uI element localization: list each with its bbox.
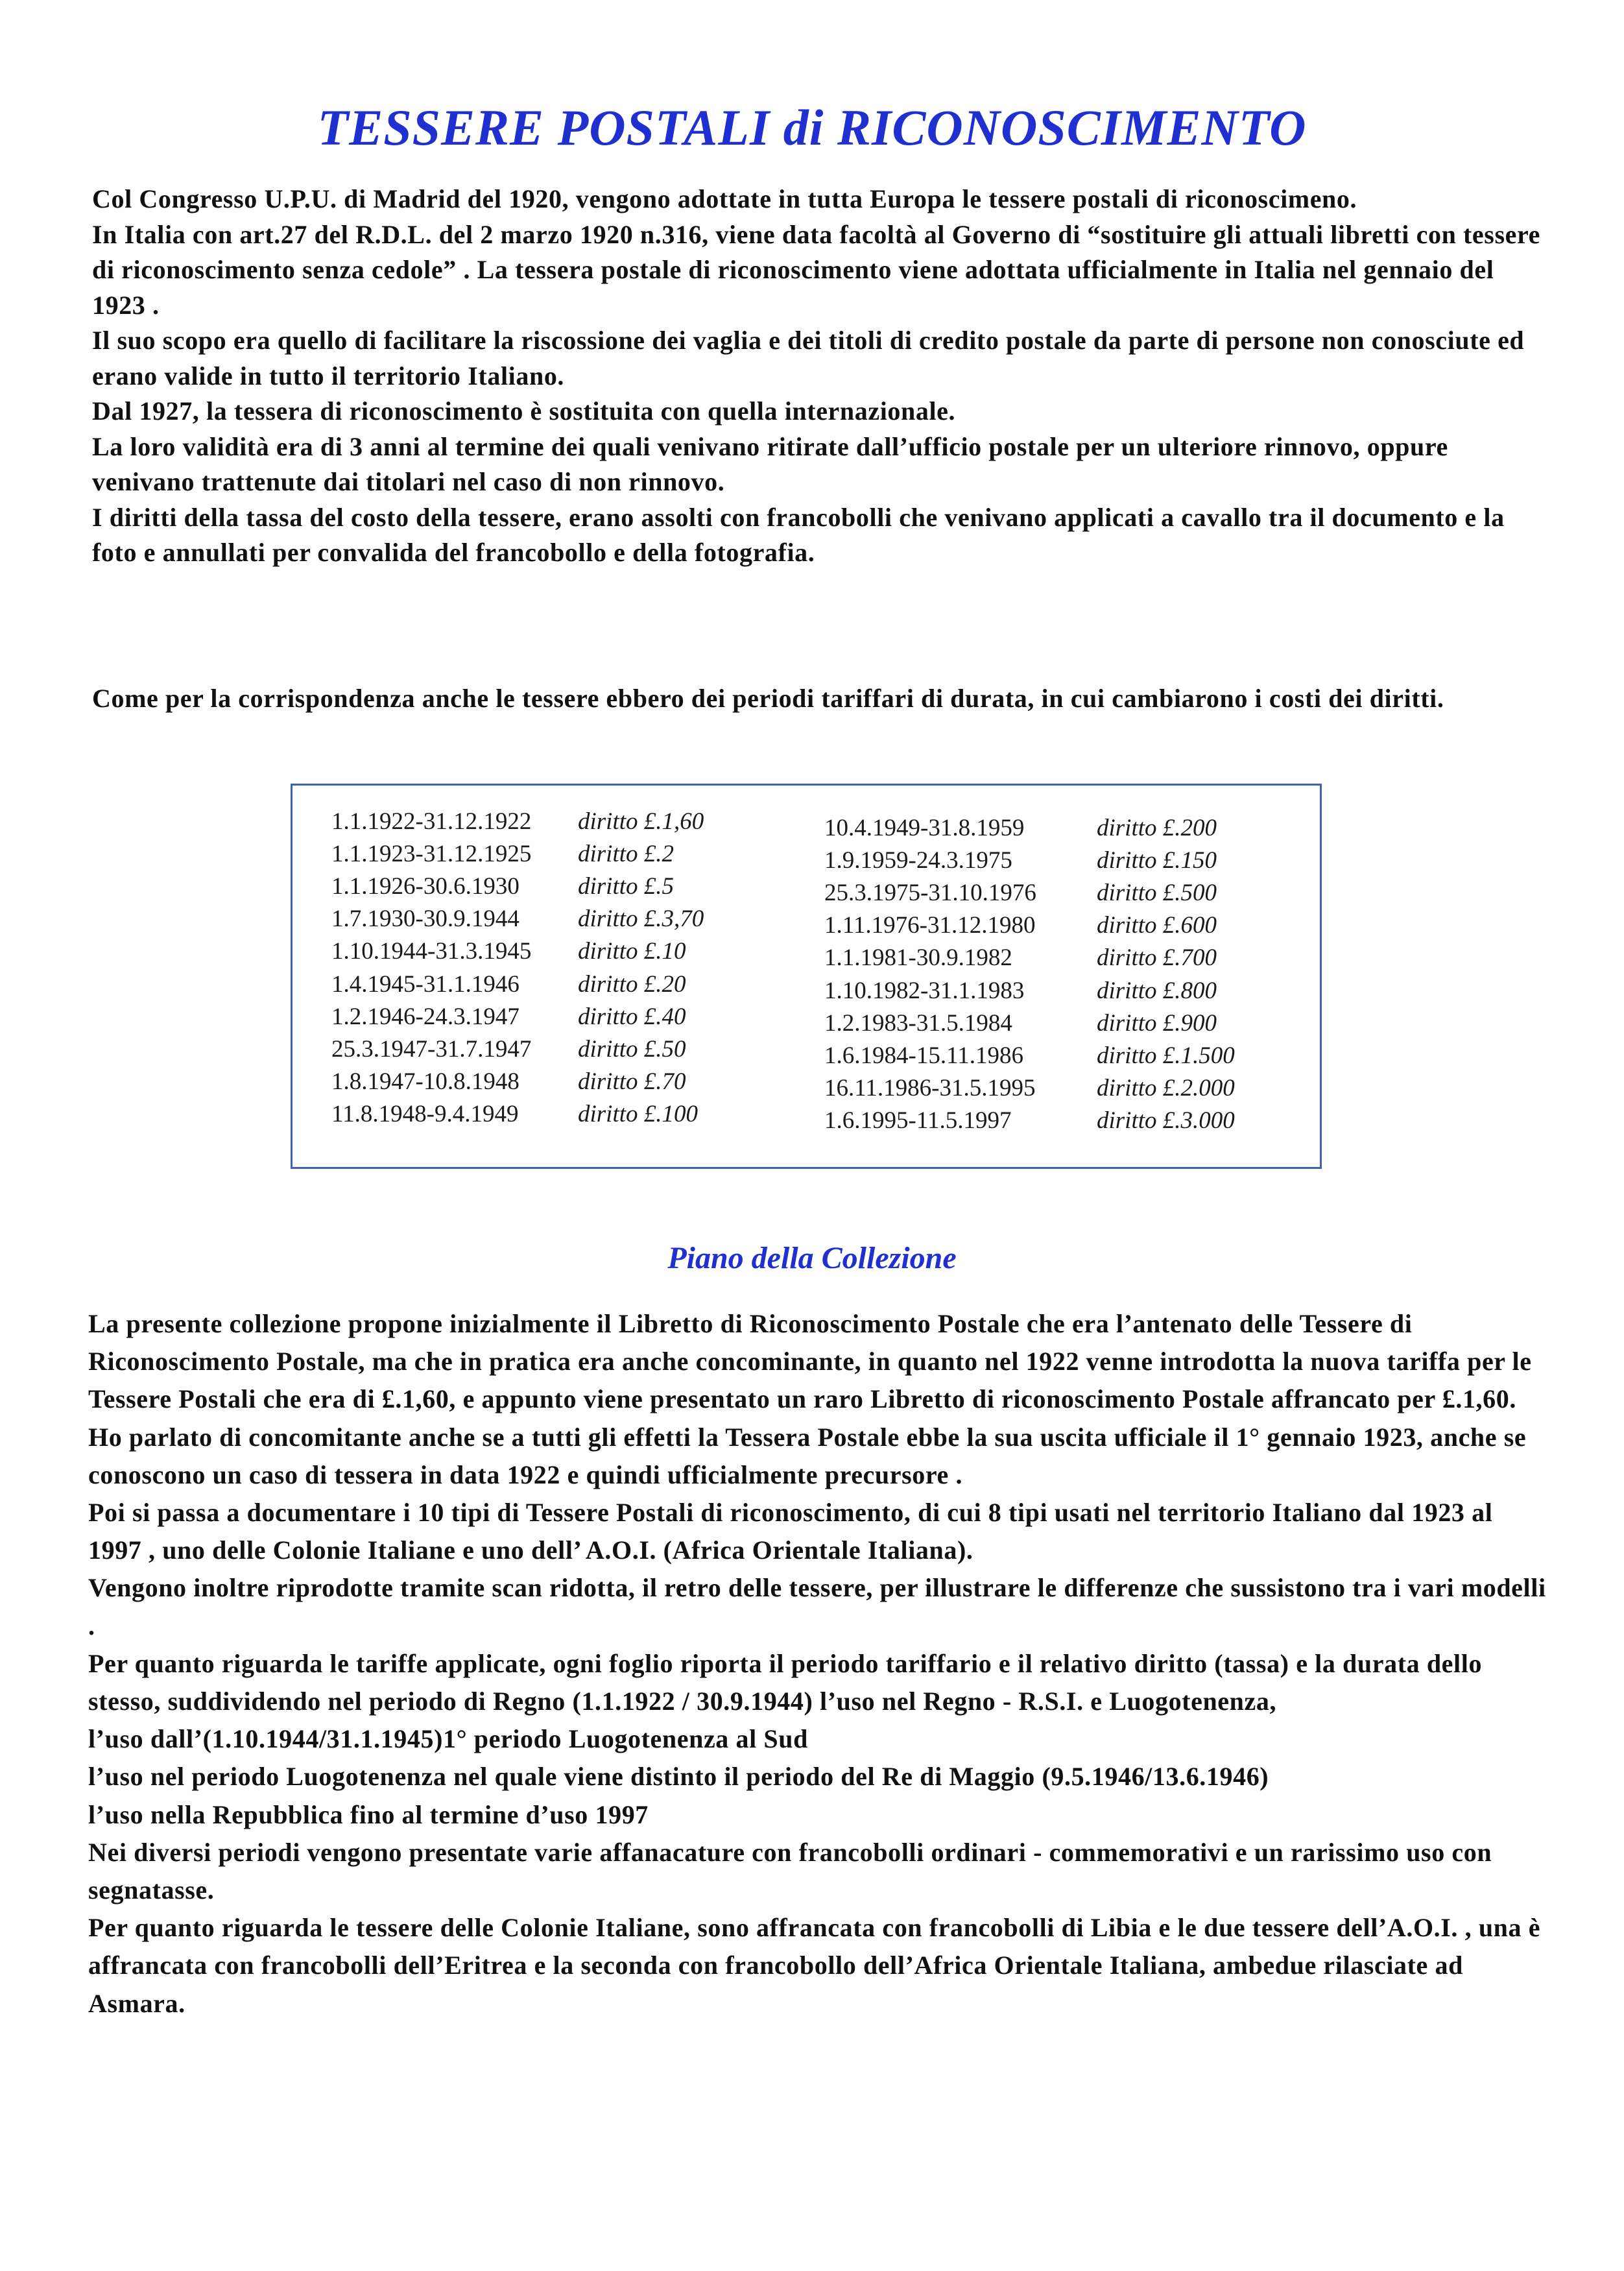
intro-paragraph: I diritti della tassa del costo della tessere, erano assolti con francobolli che venivano applicati a cavallo tra il documento e la foto e annullati per convalida del francobollo e della fotografia. (92, 502, 1505, 567)
rate-row (824, 1072, 1235, 1105)
rate-fee: diritto £.200 (1097, 814, 1217, 841)
rate-period: 1.6.1984-15.11.1986 (824, 1042, 1023, 1069)
rate-column-left (331, 805, 704, 1131)
plan-paragraph: Per quanto riguarda le tariffe applicate, ogni foglio riporta il periodo tariffario e il relativo diritto (tassa) e la durata dello stesso, suddividendo nel periodo di Regno (1.1.1922 / 30.9.1944) l’uso nel Regno - R.S.I. e Luogotenenza, (88, 1648, 1483, 1716)
rate-fee: diritto £.500 (1097, 879, 1217, 906)
rate-row (824, 876, 1235, 909)
rate-fee: diritto £.3,70 (578, 906, 704, 933)
rate-row (331, 870, 704, 902)
intro-paragraph: Dal 1927, la tessera di riconoscimento è sostituita con quella internazionale. (92, 396, 956, 426)
rate-fee: diritto £.1.500 (1097, 1042, 1235, 1069)
rate-fee: diritto £.40 (578, 1003, 686, 1030)
plan-paragraph: Poi si passa a documentare i 10 tipi di Tessere Postali di riconoscimento, di cui 8 tipi usati nel territorio Italiano dal 1923 al 1997 , uno delle Colonie Italiane e uno dell’ A.O.I. (Africa Orientale Italiana). (88, 1498, 1493, 1565)
intro-section (92, 182, 1545, 571)
rate-row (331, 935, 704, 968)
rate-fee: diritto £.2.000 (1097, 1075, 1235, 1102)
rate-period: 1.10.1982-31.1.1983 (824, 977, 1025, 1004)
rate-row (824, 942, 1235, 974)
rate-fee: diritto £.3.000 (1097, 1107, 1235, 1135)
rate-row (331, 1066, 704, 1098)
rate-row (331, 1033, 704, 1065)
page-title: TESSERE POSTALI di RICONOSCIMENTO (317, 99, 1307, 156)
rate-fee: diritto £.900 (1097, 1009, 1217, 1037)
rate-period: 25.3.1975-31.10.1976 (824, 879, 1036, 906)
rate-fee: diritto £.1,60 (578, 808, 704, 835)
intro-paragraph: In Italia con art.27 del R.D.L. del 2 marzo 1920 n.316, viene data facoltà al Governo di “sostituire gli attuali libretti con tessere di riconoscimento senza cedole” . La tessera postale di riconoscimento viene adottata ufficialmente in Italia nel gennaio del 1923 . (92, 219, 1540, 320)
rate-table-box (291, 784, 1322, 1169)
rate-period: 1.1.1923-31.12.1925 (331, 840, 532, 867)
intro-paragraph: Il suo scopo era quello di facilitare la riscossione dei vaglia e dei titoli di credito postale da parte di persone non conosciute ed erano valide in tutto il territorio Italiano. (92, 326, 1525, 391)
rate-fee: diritto £.5 (578, 872, 675, 900)
rate-row (824, 844, 1235, 876)
rate-fee: diritto £.150 (1097, 847, 1217, 874)
rate-period: 1.9.1959-24.3.1975 (824, 847, 1012, 874)
rate-fee: diritto £.20 (578, 970, 686, 998)
rate-fee: diritto £.50 (578, 1035, 686, 1063)
rate-row (824, 811, 1235, 844)
rate-row (331, 903, 704, 935)
plan-paragraph: Nei diversi periodi vengono presentate varie affanacature con francobolli ordinari - commemorativi e un rarissimo uso con segnatasse. (88, 1837, 1492, 1905)
rate-fee: diritto £.70 (578, 1068, 686, 1096)
plan-paragraph: l’uso dall’(1.10.1944/31.1.1945)1° periodo Luogotenenza al Sud (88, 1724, 808, 1754)
rate-period: 1.1.1981-30.9.1982 (824, 944, 1012, 972)
plan-paragraph: l’uso nel periodo Luogotenenza nel quale viene distinto il periodo del Re di Maggio (9.5.1946/13.6.1946) (88, 1762, 1269, 1792)
rate-row (824, 1007, 1235, 1039)
rate-period: 1.7.1930-30.9.1944 (331, 906, 519, 933)
rate-period: 1.1.1926-30.6.1930 (331, 872, 519, 900)
rate-period: 1.2.1983-31.5.1984 (824, 1009, 1012, 1037)
rate-column-right (824, 811, 1235, 1137)
rate-row (824, 1105, 1235, 1137)
rate-period: 16.11.1986-31.5.1995 (824, 1075, 1036, 1102)
rate-period: 1.11.1976-31.12.1980 (824, 912, 1036, 939)
rate-row (824, 909, 1235, 942)
plan-paragraph: Per quanto riguarda le tessere delle Colonie Italiane, sono affrancata con francobolli di Libia e le due tessere dell’A.O.I. , una è affrancata con francobolli dell’Eritrea e la seconda con francobollo dell’Africa Orientale Italiana, ambedue rilasciate ad Asmara. (88, 1913, 1541, 2018)
intro-paragraph: Col Congresso U.P.U. di Madrid del 1920, vengono adottate in tutta Europa le tessere postali di riconoscimeno. (92, 184, 1357, 213)
rate-period: 1.4.1945-31.1.1946 (331, 970, 519, 998)
rate-period: 1.8.1947-10.8.1948 (331, 1068, 519, 1096)
periods-note: Come per la corrispondenza anche le tessere ebbero dei periodi tariffari di durata, in cui cambiarono i costi dei diritti. (92, 684, 1444, 713)
rate-row (331, 1000, 704, 1033)
plan-paragraph: l’uso nella Repubblica fino al termine d’uso 1997 (88, 1799, 649, 1829)
plan-section-title: Piano della Collezione (667, 1241, 957, 1275)
rate-fee: diritto £.10 (578, 938, 686, 965)
rate-period: 1.6.1995-11.5.1997 (824, 1107, 1012, 1135)
rate-period: 11.8.1948-9.4.1949 (331, 1101, 519, 1128)
rate-row (331, 805, 704, 837)
intro-paragraph: La loro validità era di 3 anni al termine dei quali venivano ritirate dall’ufficio postale per un ulteriore rinnovo, oppure venivano trattenute dai titolari nel caso di non rinnovo. (92, 431, 1448, 496)
rate-row (824, 1039, 1235, 1072)
rate-row (331, 837, 704, 870)
rate-fee: diritto £.100 (578, 1101, 699, 1128)
rate-fee: diritto £.2 (578, 840, 675, 867)
rate-period: 10.4.1949-31.8.1959 (824, 814, 1025, 841)
plan-paragraph: La presente collezione propone inizialmente il Libretto di Riconoscimento Postale che era l’antenato delle Tessere di Riconoscimento Postale, ma che in pratica era anche concominante, in quanto nel 1922 venne introdotta la nuova tariffa per le Tessere Postali che era di £.1,60, e appunto viene presentato un raro Libretto di riconoscimento Postale affrancato per £.1,60. Ho parlato di concomitante anche se a tutti gli effetti la Tessera Postale ebbe la sua uscita ufficiale il 1° gennaio 1923, anche se conoscono un caso di tessera in data 1922 e quindi ufficialmente precursore . (88, 1309, 1532, 1489)
rate-fee: diritto £.800 (1097, 977, 1217, 1004)
rate-period: 1.2.1946-24.3.1947 (331, 1003, 519, 1030)
rate-fee: diritto £.700 (1097, 944, 1217, 972)
rate-period: 1.10.1944-31.3.1945 (331, 938, 532, 965)
plan-section (88, 1305, 1546, 2023)
rate-period: 1.1.1922-31.12.1922 (331, 808, 532, 835)
plan-paragraph: Vengono inoltre riprodotte tramite scan ridotta, il retro delle tessere, per illustrare le differenze che sussistono tra i vari modelli . (88, 1573, 1546, 1640)
rate-row (824, 974, 1235, 1007)
rate-row (331, 1098, 704, 1131)
rate-row (331, 968, 704, 1000)
rate-period: 25.3.1947-31.7.1947 (331, 1035, 532, 1063)
rate-fee: diritto £.600 (1097, 912, 1217, 939)
